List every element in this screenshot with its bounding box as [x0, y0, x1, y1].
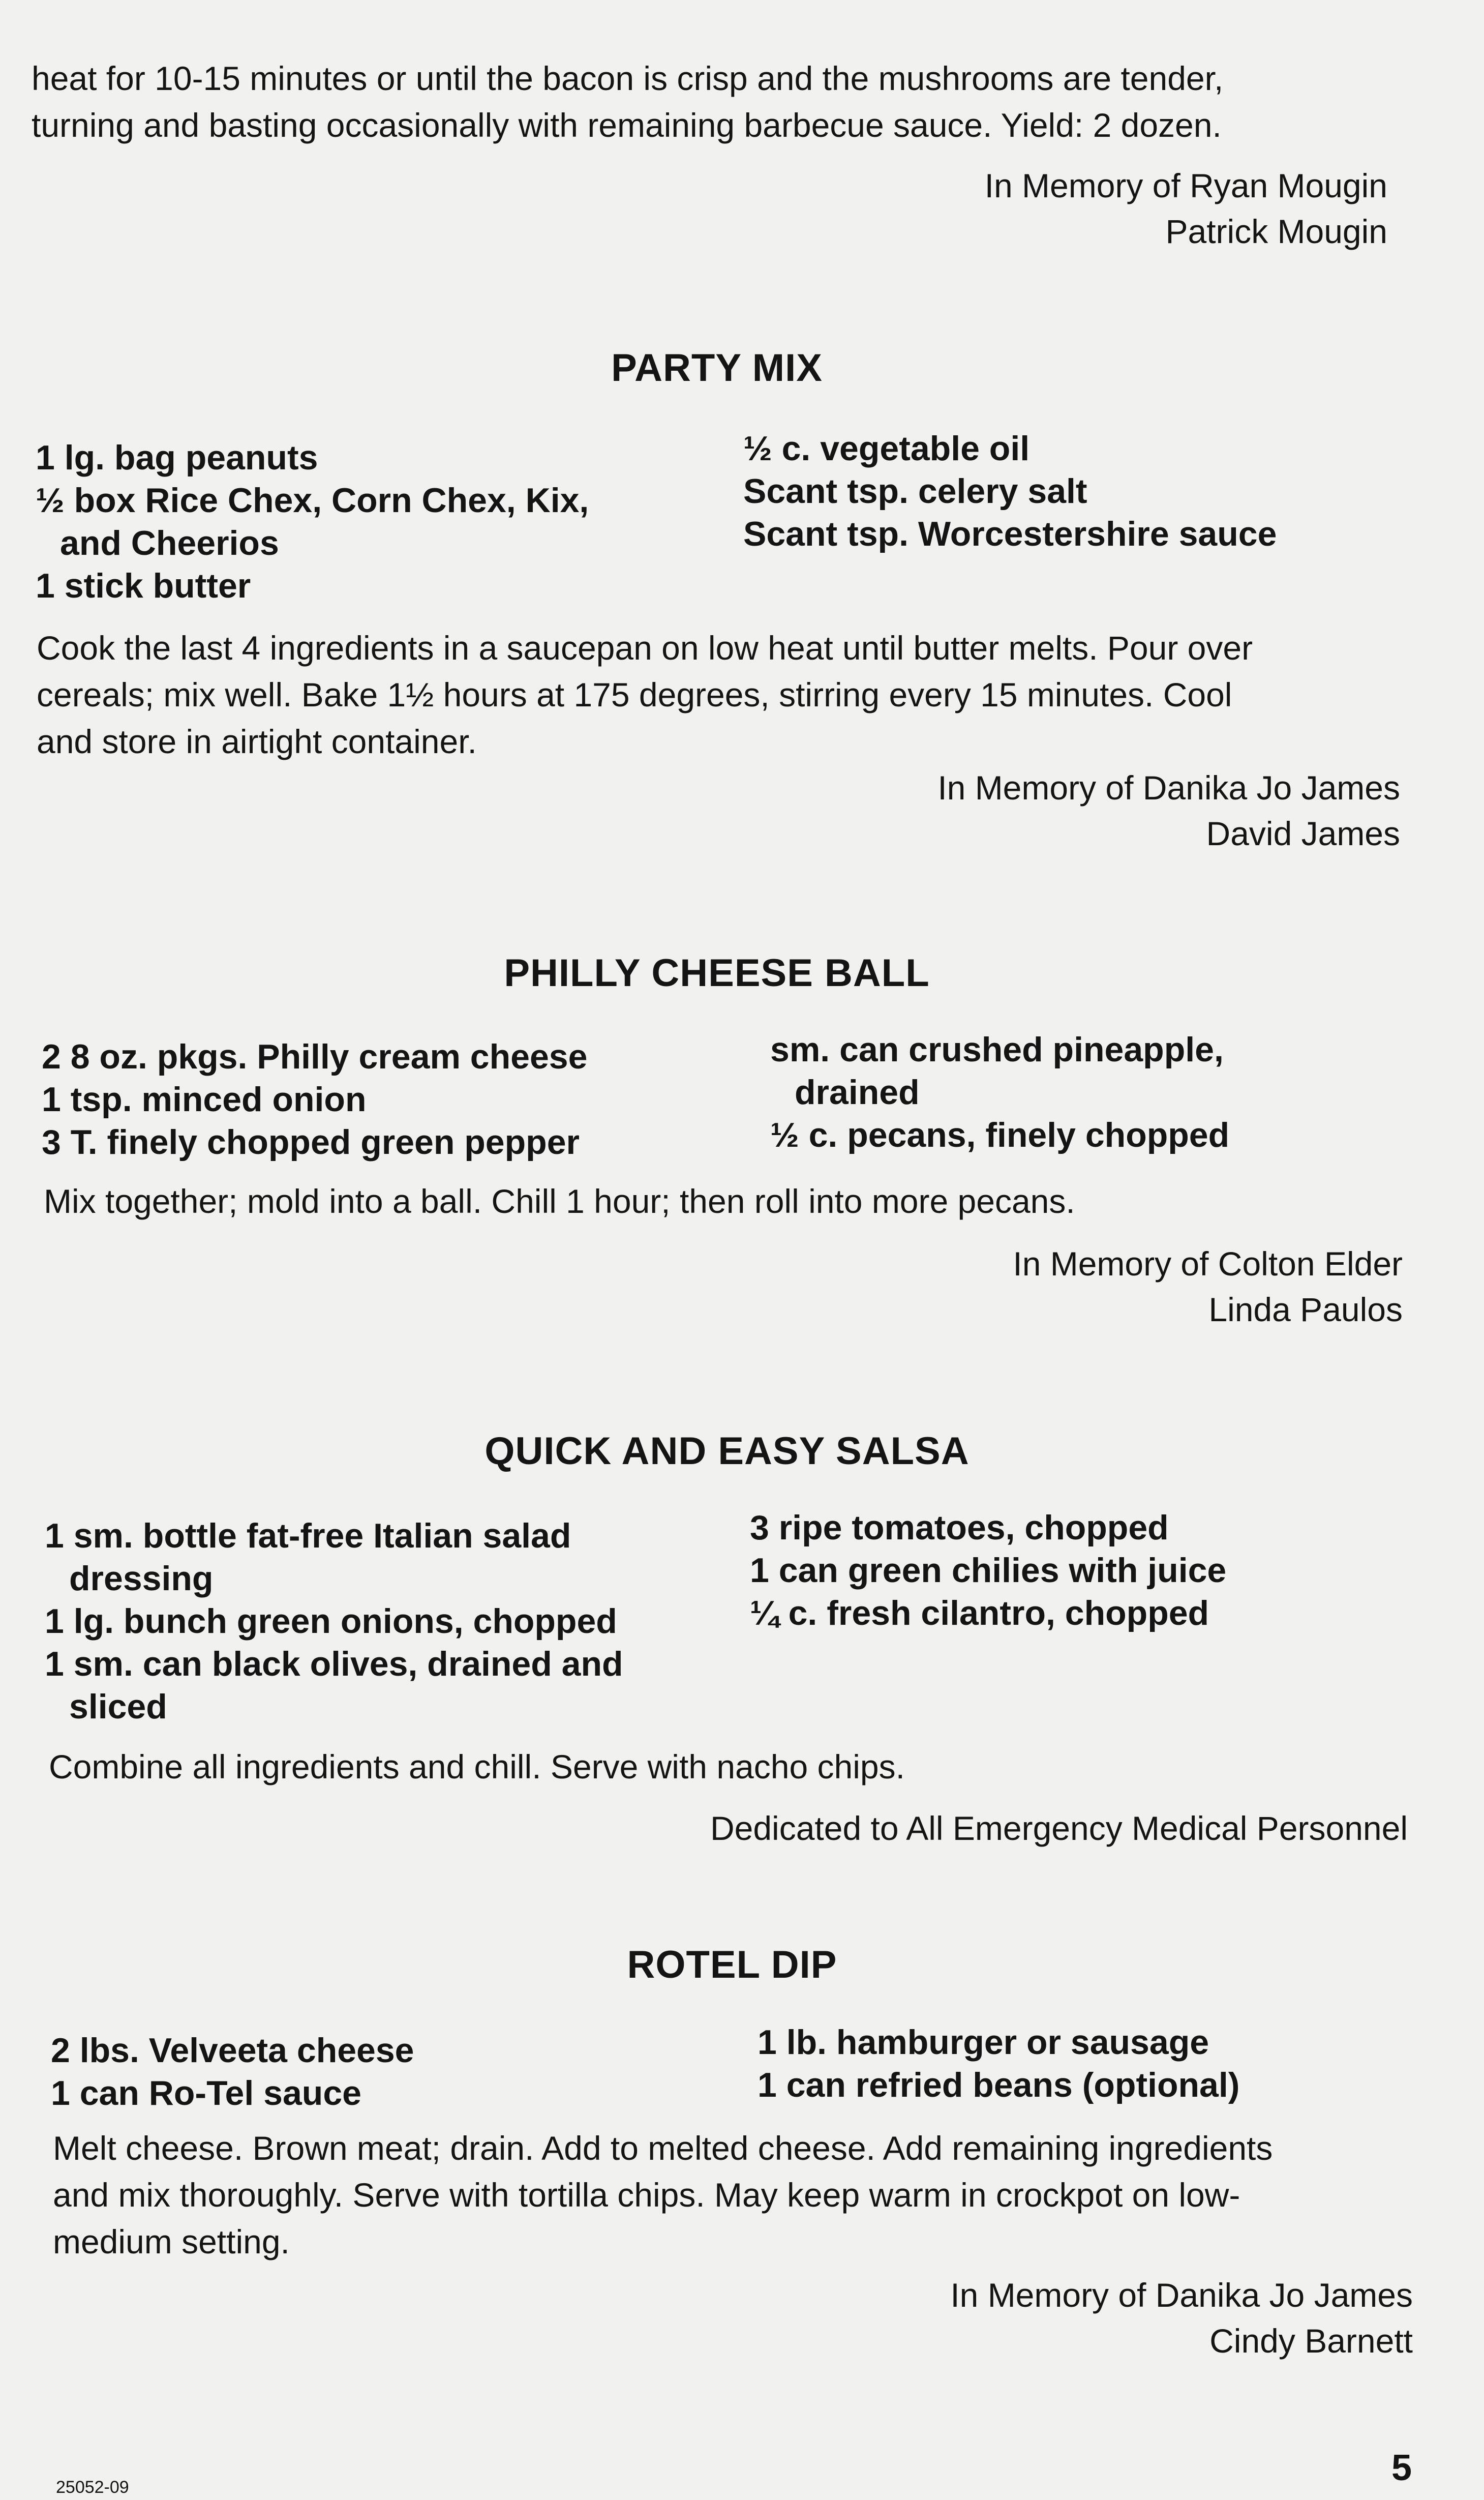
- ingredient: 2 8 oz. pkgs. Philly cream cheese: [42, 1037, 588, 1076]
- attribution-salsa: [710, 1805, 1408, 1851]
- ingredient: ½ box Rice Chex, Corn Chex, Kix,: [36, 481, 589, 520]
- ingredient: 1 tsp. minced onion: [42, 1080, 367, 1119]
- ingredient: 1 lb. hamburger or sausage: [758, 2023, 1209, 2062]
- recipe-title-philly-cheese-ball: PHILLY CHEESE BALL: [504, 951, 930, 995]
- contributor-name: Cindy Barnett: [1209, 2322, 1413, 2360]
- ingredient: 1 can green chilies with juice: [750, 1551, 1227, 1590]
- memory-line: In Memory of Danika Jo James: [950, 2276, 1413, 2314]
- ingredient: 3 T. finely chopped green pepper: [42, 1123, 580, 1162]
- directions-party-mix: [37, 624, 1253, 765]
- intro-text: [32, 55, 1223, 148]
- ingredient: sm. can crushed pineapple,: [770, 1030, 1224, 1069]
- ingredient: sliced: [69, 1687, 167, 1726]
- ingredients-right-salsa: [750, 1506, 1226, 1634]
- text-line: heat for 10-15 minutes or until the bacon is crisp and the mushrooms are tender,: [32, 59, 1224, 97]
- ingredients-left-party-mix: [36, 436, 589, 607]
- ingredient: dressing: [69, 1559, 214, 1598]
- recipe-title-party-mix: PARTY MIX: [611, 346, 823, 390]
- ingredients-left-salsa: [45, 1514, 623, 1728]
- contributor-name: Linda Paulos: [1208, 1291, 1403, 1328]
- text-line: and mix thoroughly. Serve with tortilla chips. May keep warm in crockpot on low-: [53, 2176, 1240, 2214]
- ingredient: 1 sm. bottle fat-free Italian salad: [45, 1516, 571, 1555]
- memory-line: In Memory of Colton Elder: [1013, 1245, 1403, 1283]
- ingredient: 3 ripe tomatoes, chopped: [750, 1508, 1169, 1547]
- memory-line: In Memory of Danika Jo James: [937, 769, 1400, 807]
- ingredient: drained: [795, 1073, 920, 1112]
- text-line: Mix together; mold into a ball. Chill 1 hour; then roll into more pecans.: [44, 1182, 1075, 1220]
- page-number: 5: [1391, 2448, 1412, 2488]
- ingredient: ½ c. pecans, finely chopped: [770, 1116, 1230, 1154]
- attribution-philly: [1013, 1241, 1403, 1332]
- ingredient: Scant tsp. celery salt: [743, 472, 1087, 511]
- ingredients-right-rotel: [758, 2021, 1239, 2106]
- attribution-rotel: [950, 2272, 1413, 2364]
- ingredient: 1 can refried beans (optional): [758, 2066, 1240, 2104]
- attribution-party-mix: [937, 765, 1400, 856]
- print-code: 25052-09: [56, 2478, 129, 2497]
- ingredient: 1 can Ro-Tel sauce: [51, 2074, 361, 2112]
- text-line: Combine all ingredients and chill. Serve with nacho chips.: [49, 1748, 905, 1785]
- ingredient: and Cheerios: [60, 524, 279, 562]
- ingredient: ½ c. vegetable oil: [743, 429, 1030, 468]
- text-line: Cook the last 4 ingredients in a saucepan on low heat until butter melts. Pour over: [37, 629, 1253, 667]
- dedication-line: Dedicated to All Emergency Medical Personnel: [710, 1809, 1408, 1847]
- directions-philly: [44, 1178, 1075, 1225]
- ingredient: 1 lg. bag peanuts: [36, 438, 318, 477]
- ingredient: 1 stick butter: [36, 567, 251, 605]
- memory-line: In Memory of Ryan Mougin: [984, 167, 1387, 204]
- text-line: and store in airtight container.: [37, 723, 477, 760]
- text-line: cereals; mix well. Bake 1½ hours at 175 degrees, stirring every 15 minutes. Cool: [37, 676, 1232, 713]
- ingredient: 2 lbs. Velveeta cheese: [51, 2031, 414, 2070]
- ingredient: 1 sm. can black olives, drained and: [45, 1645, 623, 1683]
- recipe-title-rotel-dip: ROTEL DIP: [627, 1943, 837, 1986]
- ingredient: 1 lg. bunch green onions, chopped: [45, 1602, 617, 1641]
- text-line: turning and basting occasionally with remaining barbecue sauce. Yield: 2 dozen.: [32, 106, 1222, 144]
- text-line: medium setting.: [53, 2223, 290, 2260]
- ingredients-right-philly: [770, 1028, 1229, 1156]
- ingredient: Scant tsp. Worcestershire sauce: [743, 515, 1277, 553]
- directions-salsa: [49, 1743, 905, 1790]
- contributor-name: Patrick Mougin: [1165, 213, 1387, 250]
- intro-attribution: [985, 163, 1387, 254]
- recipe-title-quick-and-easy-salsa: QUICK AND EASY SALSA: [484, 1430, 970, 1473]
- ingredient: ¼ c. fresh cilantro, chopped: [750, 1594, 1209, 1632]
- ingredients-left-rotel: [51, 2029, 414, 2115]
- ingredients-right-party-mix: [743, 427, 1277, 555]
- contributor-name: David James: [1206, 815, 1400, 852]
- text-line: Melt cheese. Brown meat; drain. Add to melted cheese. Add remaining ingredients: [53, 2129, 1273, 2167]
- directions-rotel: [53, 2125, 1273, 2265]
- ingredients-left-philly: [42, 1035, 587, 1164]
